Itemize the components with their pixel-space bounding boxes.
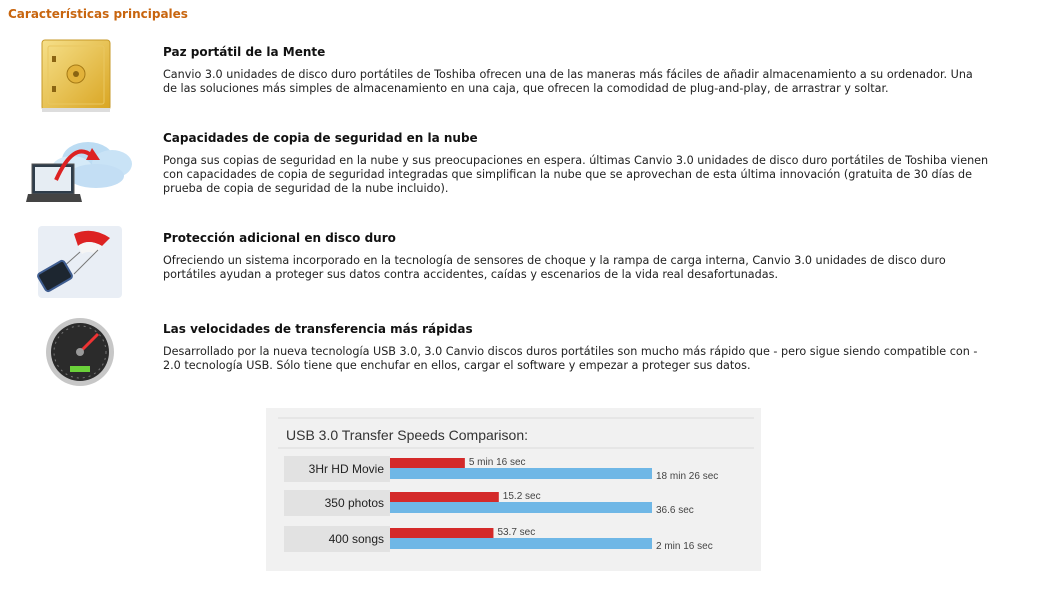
category-label: 350 photos bbox=[324, 496, 384, 510]
bar-series-0 bbox=[390, 528, 493, 538]
description-line: prueba de copia de seguridad de la nube incluido). bbox=[163, 182, 449, 195]
feature-description bbox=[163, 345, 1013, 373]
bar-value-label: 36.6 sec bbox=[656, 505, 694, 516]
safe-icon bbox=[26, 38, 126, 114]
bar-value-label: 18 min 26 sec bbox=[656, 471, 719, 482]
feature-title: Protección adicional en disco duro bbox=[163, 231, 396, 245]
feature-title: Paz portátil de la Mente bbox=[163, 45, 326, 59]
bar-value-label: 15.2 sec bbox=[502, 491, 541, 502]
category-label: 400 songs bbox=[328, 532, 384, 546]
description-line: portátiles ayudan a proteger sus datos contra accidentes, caídas y escenarios de la vida real desafortunadas. bbox=[163, 268, 779, 281]
description-line: Ponga sus copias de seguridad en la nube y sus preocupaciones en espera. últimas Canvio 3.0 unidades de disco duro portátiles de Toshiba vienen bbox=[163, 154, 989, 167]
bar-series-1 bbox=[390, 502, 652, 513]
parachute-drive-icon bbox=[26, 224, 126, 300]
usb-speed-chart bbox=[266, 408, 761, 571]
feature-title: Capacidades de copia de seguridad en la nube bbox=[163, 131, 478, 145]
feature-description bbox=[163, 68, 1013, 96]
speedometer-icon bbox=[26, 312, 126, 388]
bar-series-1 bbox=[390, 538, 652, 549]
bar-series-0 bbox=[390, 492, 499, 502]
bar-series-0 bbox=[390, 458, 465, 468]
description-line: con capacidades de copia de seguridad integradas que simplifican la nube que se aprovechan de esta última innovación (gratuita de 30 días de bbox=[163, 168, 972, 181]
feature-description bbox=[163, 154, 1013, 196]
description-line: de las soluciones más simples de almacenamiento en una caja, que ofrecen la comodidad de plug-and-play, de arrastrar y soltar. bbox=[163, 82, 889, 95]
feature-description bbox=[163, 254, 1013, 282]
bar-series-1 bbox=[390, 468, 652, 479]
feature-title: Las velocidades de transferencia más rápidas bbox=[163, 322, 473, 336]
category-label: 3Hr HD Movie bbox=[308, 462, 384, 476]
description-line: Canvio 3.0 unidades de disco duro portátiles de Toshiba ofrecen una de las maneras más fáciles de añadir almacenamiento a su ordenador. Una bbox=[163, 68, 973, 81]
section-title: Características principales bbox=[8, 7, 188, 21]
bar-value-label: 5 min 16 sec bbox=[468, 457, 526, 468]
description-line: Desarrollado por la nueva tecnología USB 3.0, 3.0 Canvio discos duros portátiles son mucho más rápido que - pero sigue siendo compatible con - bbox=[163, 345, 978, 358]
bar-value-label: 2 min 16 sec bbox=[656, 541, 713, 552]
chart-title: USB 3.0 Transfer Speeds Comparison: bbox=[286, 427, 529, 443]
description-line: Ofreciendo un sistema incorporado en la tecnología de sensores de choque y la rampa de carga interna, Canvio 3.0 unidades de disco duro bbox=[163, 254, 946, 267]
description-line: 2.0 tecnología USB. Sólo tiene que enchufar en ellos, cargar el software y empezar a proteger sus datos. bbox=[163, 359, 751, 372]
bar-value-label: 53.7 sec bbox=[497, 527, 536, 538]
cloud-backup-icon bbox=[26, 130, 126, 206]
chart-svg bbox=[266, 408, 761, 571]
